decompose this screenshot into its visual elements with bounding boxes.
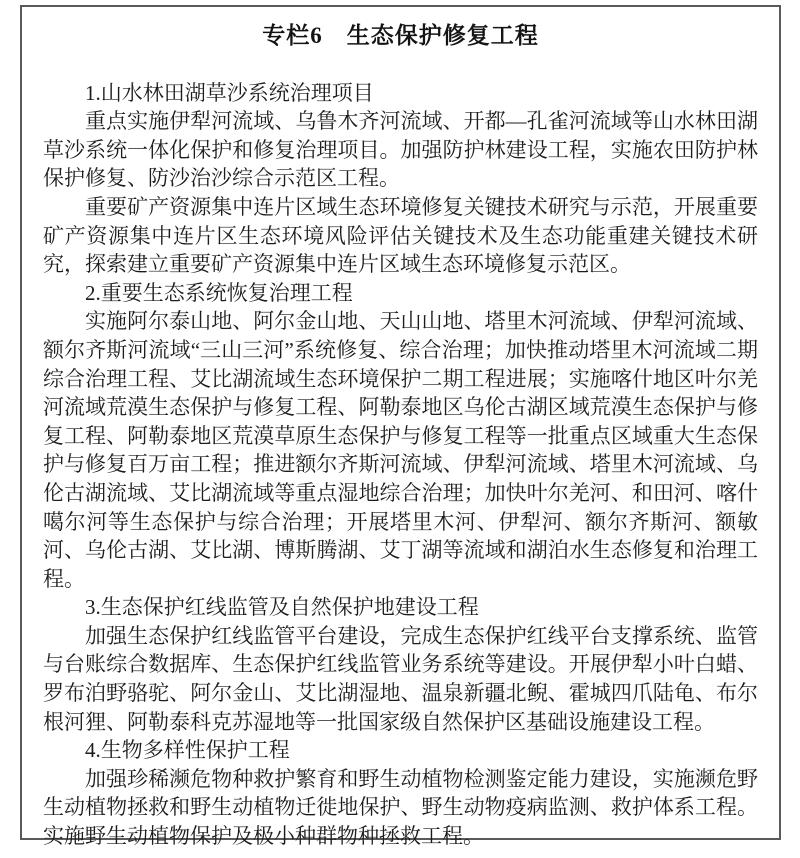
section-heading: 1.山水林田湖草沙系统治理项目 — [85, 80, 374, 105]
section-heading: 4.生物多样性保护工程 — [85, 738, 290, 763]
column-box — [20, 5, 781, 849]
section-1 — [43, 79, 758, 279]
paragraph: 加强珍稀濒危物种救护繁育和野生动植物检测鉴定能力建设，实施濒危野生动植物拯救和野生动植物迁徙地保护、野生动物疫病监测、救护体系工程。实施野生动植物保护及极小种群物种拯救工程。 — [43, 766, 758, 849]
column-box-content — [22, 7, 779, 851]
paragraph: 实施阿尔泰山地、阿尔金山地、天山山地、塔里木河流域、伊犁河流域、额尔齐斯河流域“三山三河”系统修复、综合治理；加快推动塔里木河流域二期综合治理工程、艾比湖流域生态环境保护二期工程进展；实施喀什地区叶尔羌河流域荒漠生态保护与修复工程、阿勒泰地区乌伦古湖区域荒漠生态保护与修复工程、阿勒泰地区荒漠草原生态保护与修复工程等一批重点区域重大生态保护与修复百万亩工程；推进额尔齐斯河流域、伊犁河流域、塔里木河流域、乌伦古湖流域、艾比湖流域等重点湿地综合治理；加快叶尔羌河、和田河、喀什噶尔河等生态保护与综合治理；开展塔里木河、伊犁河、额尔齐斯河、额敏河、乌伦古湖、艾比湖、博斯腾湖、艾丁湖等流域和湖泊水生态修复和治理工程。 — [43, 309, 758, 591]
section-4 — [43, 736, 758, 850]
column-title: 专栏6 生态保护修复工程 — [262, 23, 539, 48]
section-heading: 3.生态保护红线监管及自然保护地建设工程 — [85, 595, 479, 620]
section-3 — [43, 593, 758, 736]
paragraph: 加强生态保护红线监管平台建设，完成生态保护红线平台支撑系统、监管与台账综合数据库、生态保护红线监管业务系统等建设。开展伊犁小叶白蜡、罗布泊野骆驼、阿尔金山、艾比湖湿地、温泉新疆北鲵、霍城四爪陆龟、布尔根河狸、阿勒泰科克苏湿地等一批国家级自然保护区基础设施建设工程。 — [43, 623, 758, 734]
paragraph: 重点实施伊犁河流域、乌鲁木齐河流域、开都—孔雀河流域等山水林田湖草沙系统一体化保护和修复治理项目。加强防护林建设工程，实施农田防护林保护修复、防沙治沙综合示范区工程。 — [43, 109, 758, 191]
section-2 — [43, 279, 758, 594]
paragraph: 重要矿产资源集中连片区域生态环境修复关键技术研究与示范，开展重要矿产资源集中连片区生态环境风险评估关键技术及生态功能重建关键技术研究，探索建立重要矿产资源集中连片区域生态环境修复示范区。 — [43, 194, 758, 277]
section-heading: 2.重要生态系统恢复治理工程 — [85, 280, 353, 305]
column-body — [43, 79, 758, 851]
